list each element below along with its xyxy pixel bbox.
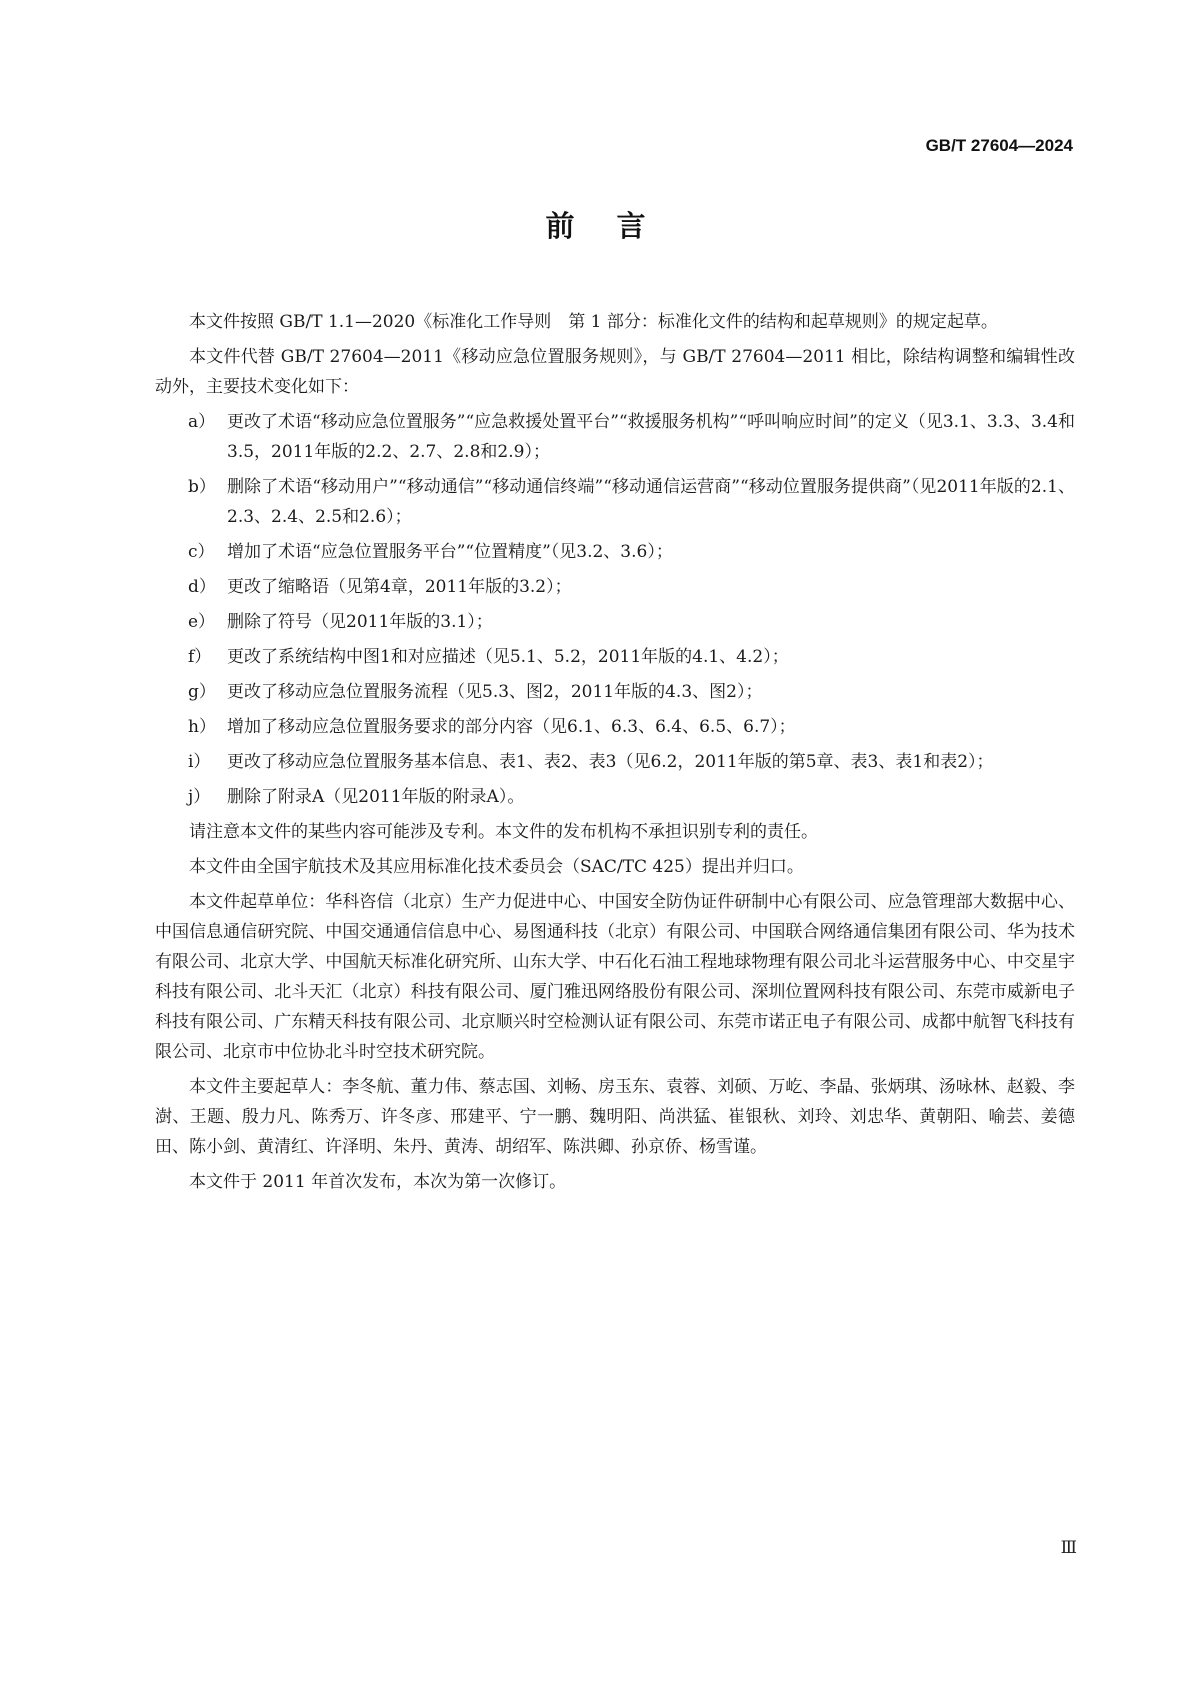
paragraph-replacement: 本文件代替 GB/T 27604—2011《移动应急位置服务规则》，与 GB/T 27604—2011 相比，除结构调整和编辑性改动外，主要技术变化如下： <box>155 347 1075 397</box>
list-item <box>188 407 1075 467</box>
paragraph-drafting-rules: 本文件按照 GB/T 1.1—2020《标准化工作导则 第 1 部分：标准化文件的结构和起草规则》的规定起草。 <box>189 312 998 332</box>
list-marker: b） <box>188 477 216 497</box>
list-item-text: 删除了附录A（见2011年版的附录A）。 <box>227 787 525 807</box>
list-item <box>188 607 1075 637</box>
list-item-text: 更改了术语“移动应急位置服务”“应急救援处置平台”“救援服务机构”“呼叫响应时间”的定义（见3.1、3.3、3.4和3.5，2011年版的2.2、2.7、2.8和2.9）； <box>227 412 1075 462</box>
list-marker: j） <box>188 787 211 807</box>
paragraph-publication-history: 本文件于 2011 年首次发布，本次为第一次修订。 <box>189 1172 567 1192</box>
list-marker: c） <box>188 542 215 562</box>
list-item <box>188 712 1075 742</box>
list-marker: i） <box>188 752 211 772</box>
list-item <box>188 747 1075 777</box>
list-item-text: 增加了移动应急位置服务要求的部分内容（见6.1、6.3、6.4、6.5、6.7）； <box>227 717 796 737</box>
list-item <box>188 782 1075 812</box>
page-number: Ⅲ <box>1060 1538 1077 1558</box>
list-marker: d） <box>188 577 216 597</box>
list-item <box>188 572 1075 602</box>
paragraph-drafters: 本文件主要起草人：李冬航、董力伟、蔡志国、刘畅、房玉东、袁蓉、刘硕、万屹、李晶、张炳琪、汤咏林、赵毅、李澍、王题、殷力凡、陈秀万、许冬彦、邢建平、宁一鹏、魏明阳、尚洪猛、崔银秋、刘玲、刘忠华、黄朝阳、喻芸、姜德田、陈小剑、黄清红、许泽明、朱丹、黄涛、胡绍军、陈洪卿、孙京侨、杨雪谨。 <box>155 1077 1075 1157</box>
standard-number: GB/T 27604—2024 <box>925 136 1073 155</box>
list-item-text: 更改了移动应急位置服务基本信息、表1、表2、表3（见6.2，2011年版的第5章、表3、表1和表2）； <box>227 752 994 772</box>
list-item <box>188 642 1075 672</box>
list-item-text: 删除了术语“移动用户”“移动通信”“移动通信终端”“移动通信运营商”“移动位置服务提供商”（见2011年版的2.1、2.3、2.4、2.5和2.6）； <box>227 477 1075 527</box>
list-item <box>188 537 1075 567</box>
list-marker: g） <box>188 682 216 702</box>
list-item-text: 更改了缩略语（见第4章，2011年版的3.2）； <box>227 577 572 597</box>
list-item-text: 更改了系统结构中图1和对应描述（见5.1、5.2，2011年版的4.1、4.2）； <box>227 647 789 667</box>
list-item <box>188 677 1075 707</box>
paragraph-proposer: 本文件由全国宇航技术及其应用标准化技术委员会（SAC/TC 425）提出并归口。 <box>189 857 804 877</box>
paragraph-drafting-units: 本文件起草单位：华科咨信（北京）生产力促进中心、中国安全防伪证件研制中心有限公司、应急管理部大数据中心、中国信息通信研究院、中国交通通信信息中心、易图通科技（北京）有限公司、中国联合网络通信集团有限公司、华为技术有限公司、北京大学、中国航天标准化研究所、山东大学、中石化石油工程地球物理有限公司北斗运营服务中心、中交星宇科技有限公司、北斗天汇（北京）科技有限公司、厦门雅迅网络股份有限公司、深圳位置网科技有限公司、东莞市威新电子科技有限公司、广东精天科技有限公司、北京顺兴时空检测认证有限公司、东莞市诺正电子有限公司、成都中航智飞科技有限公司、北京市中位协北斗时空技术研究院。 <box>155 892 1075 1062</box>
page-title: 前言 <box>545 209 688 243</box>
paragraph-patent-notice: 请注意本文件的某些内容可能涉及专利。本文件的发布机构不承担识别专利的责任。 <box>189 822 818 842</box>
list-item <box>188 472 1075 532</box>
document-body <box>155 307 1075 1202</box>
changes-list <box>155 407 1075 812</box>
list-item-text: 删除了符号（见2011年版的3.1）； <box>227 612 493 632</box>
list-marker: a） <box>188 412 216 432</box>
list-item-text: 增加了术语“应急位置服务平台”“位置精度”（见3.2、3.6）； <box>227 542 673 562</box>
list-marker: e） <box>188 612 216 632</box>
list-marker: h） <box>188 717 216 737</box>
list-item-text: 更改了移动应急位置服务流程（见5.3、图2，2011年版的4.3、图2）； <box>227 682 763 702</box>
list-marker: f） <box>188 647 212 667</box>
